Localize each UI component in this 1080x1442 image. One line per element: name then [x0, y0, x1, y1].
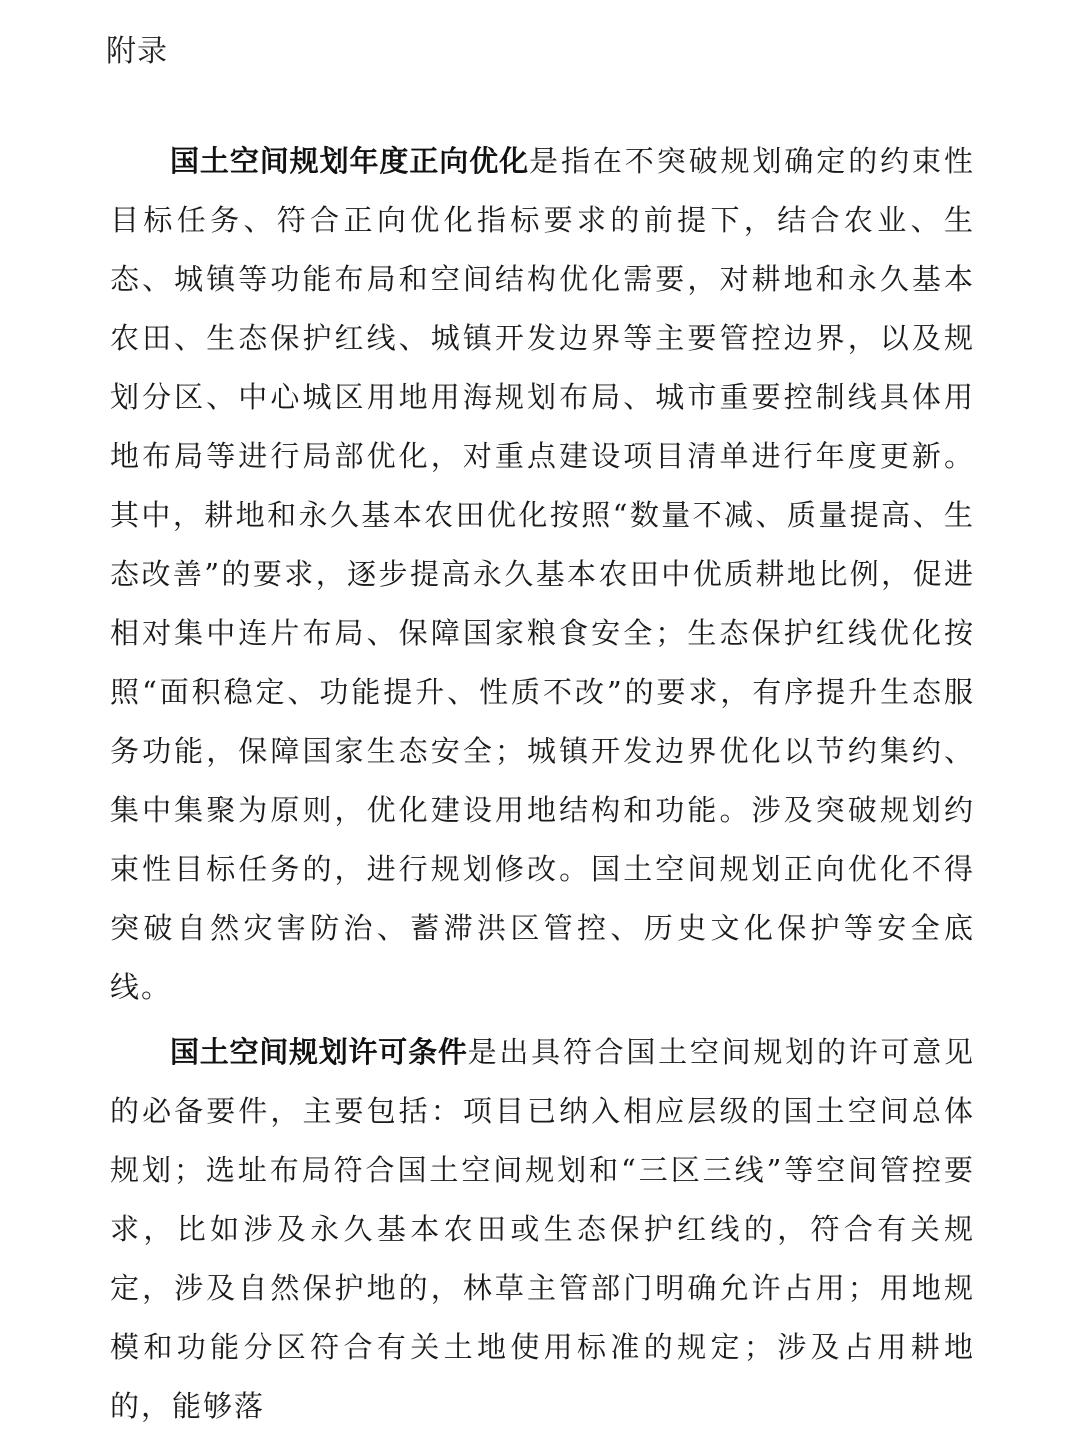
paragraph-annual-positive-optimization	[110, 132, 975, 1017]
appendix-heading: 附录	[106, 34, 168, 69]
definition-permit-conditions: 是出具符合国土空间规划的许可意见的必备要件，主要包括：项目已纳入相应层级的国土空间总体规划；选址布局符合国土空间规划和“三区三线”等空间管控要求，比如涉及永久基本农田或生态保护红线的，符合有关规定，涉及自然保护地的，林草主管部门明确允许占用；用地规模和功能分区符合有关土地使用标准的规定；涉及占用耕地的，能够落	[110, 1035, 975, 1423]
term-annual-positive-optimization: 国土空间规划年度正向优化	[170, 144, 530, 178]
definition-annual-positive-optimization: 是指在不突破规划确定的约束性目标任务、符合正向优化指标要求的前提下，结合农业、生态、城镇等功能布局和空间结构优化需要，对耕地和永久基本农田、生态保护红线、城镇开发边界等主要管控边界，以及规划分区、中心城区用地用海规划布局、城市重要控制线具体用地布局等进行局部优化，对重点建设项目清单进行年度更新。其中，耕地和永久基本农田优化按照“数量不减、质量提高、生态改善”的要求，逐步提高永久基本农田中优质耕地比例，促进相对集中连片布局、保障国家粮食安全；生态保护红线优化按照“面积稳定、功能提升、性质不改”的要求，有序提升生态服务功能，保障国家生态安全；城镇开发边界优化以节约集约、集中集聚为原则，优化建设用地结构和功能。涉及突破规划约束性目标任务的，进行规划修改。国土空间规划正向优化不得突破自然灾害防治、蓄滞洪区管控、历史文化保护等安全底线。	[110, 144, 975, 1004]
paragraph-permit-conditions	[110, 1023, 975, 1436]
term-permit-conditions: 国土空间规划许可条件	[170, 1035, 468, 1069]
document-body	[110, 132, 975, 1442]
